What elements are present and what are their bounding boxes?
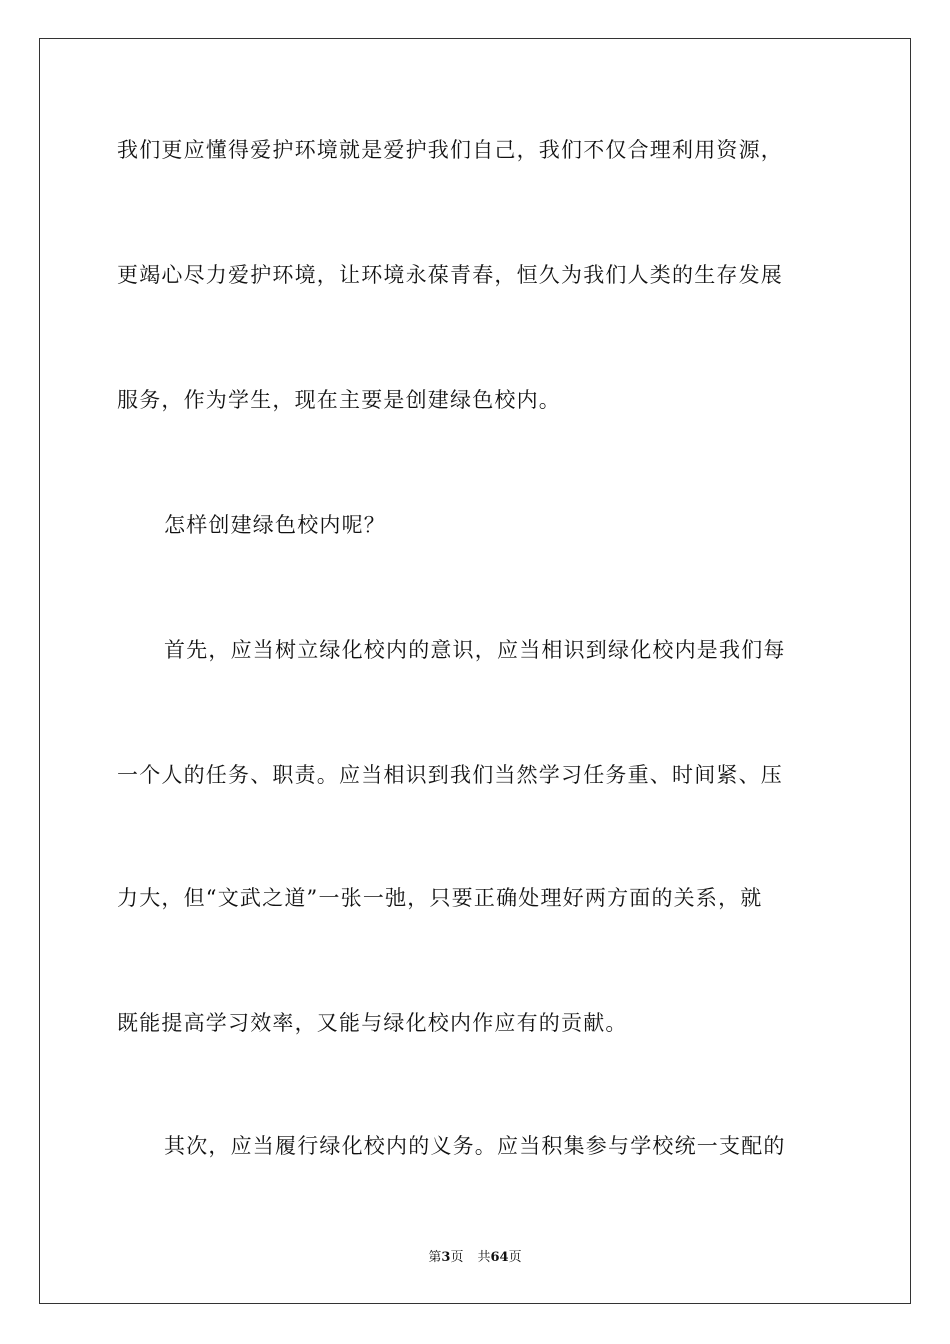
page-prefix: 第 — [428, 1250, 442, 1265]
total-prefix: 共 — [477, 1250, 491, 1265]
body-text-line-8: 既能提高学习效率，又能与绿化校内作应有的贡献。 — [117, 1011, 628, 1035]
body-text-line-6: 一个人的任务、职责。应当相识到我们当然学习任务重、时间紧、压 — [117, 763, 783, 787]
page-frame — [39, 38, 911, 1304]
total-suffix: 页 — [508, 1250, 522, 1265]
page-footer — [0, 1246, 950, 1265]
body-text-line-4: 怎样创建绿色校内呢？ — [164, 513, 386, 537]
total-pages: 64 — [490, 1250, 509, 1265]
body-text-line-7: 力大，但“文武之道”一张一弛，只要正确处理好两方面的关系，就 — [117, 886, 763, 910]
body-text-line-3: 服务，作为学生，现在主要是创建绿色校内。 — [117, 388, 561, 412]
page-number: 3 — [441, 1250, 451, 1265]
body-text-line-2: 更竭心尽力爱护环境，让环境永葆青春，恒久为我们人类的生存发展 — [117, 263, 783, 287]
page-suffix: 页 — [450, 1250, 464, 1265]
body-text-line-9: 其次，应当履行绿化校内的义务。应当积集参与学校统一支配的 — [164, 1134, 786, 1158]
body-text-line-5: 首先，应当树立绿化校内的意识，应当相识到绿化校内是我们每 — [164, 638, 786, 662]
body-text-line-1: 我们更应懂得爱护环境就是爱护我们自己，我们不仅合理利用资源， — [117, 138, 783, 162]
